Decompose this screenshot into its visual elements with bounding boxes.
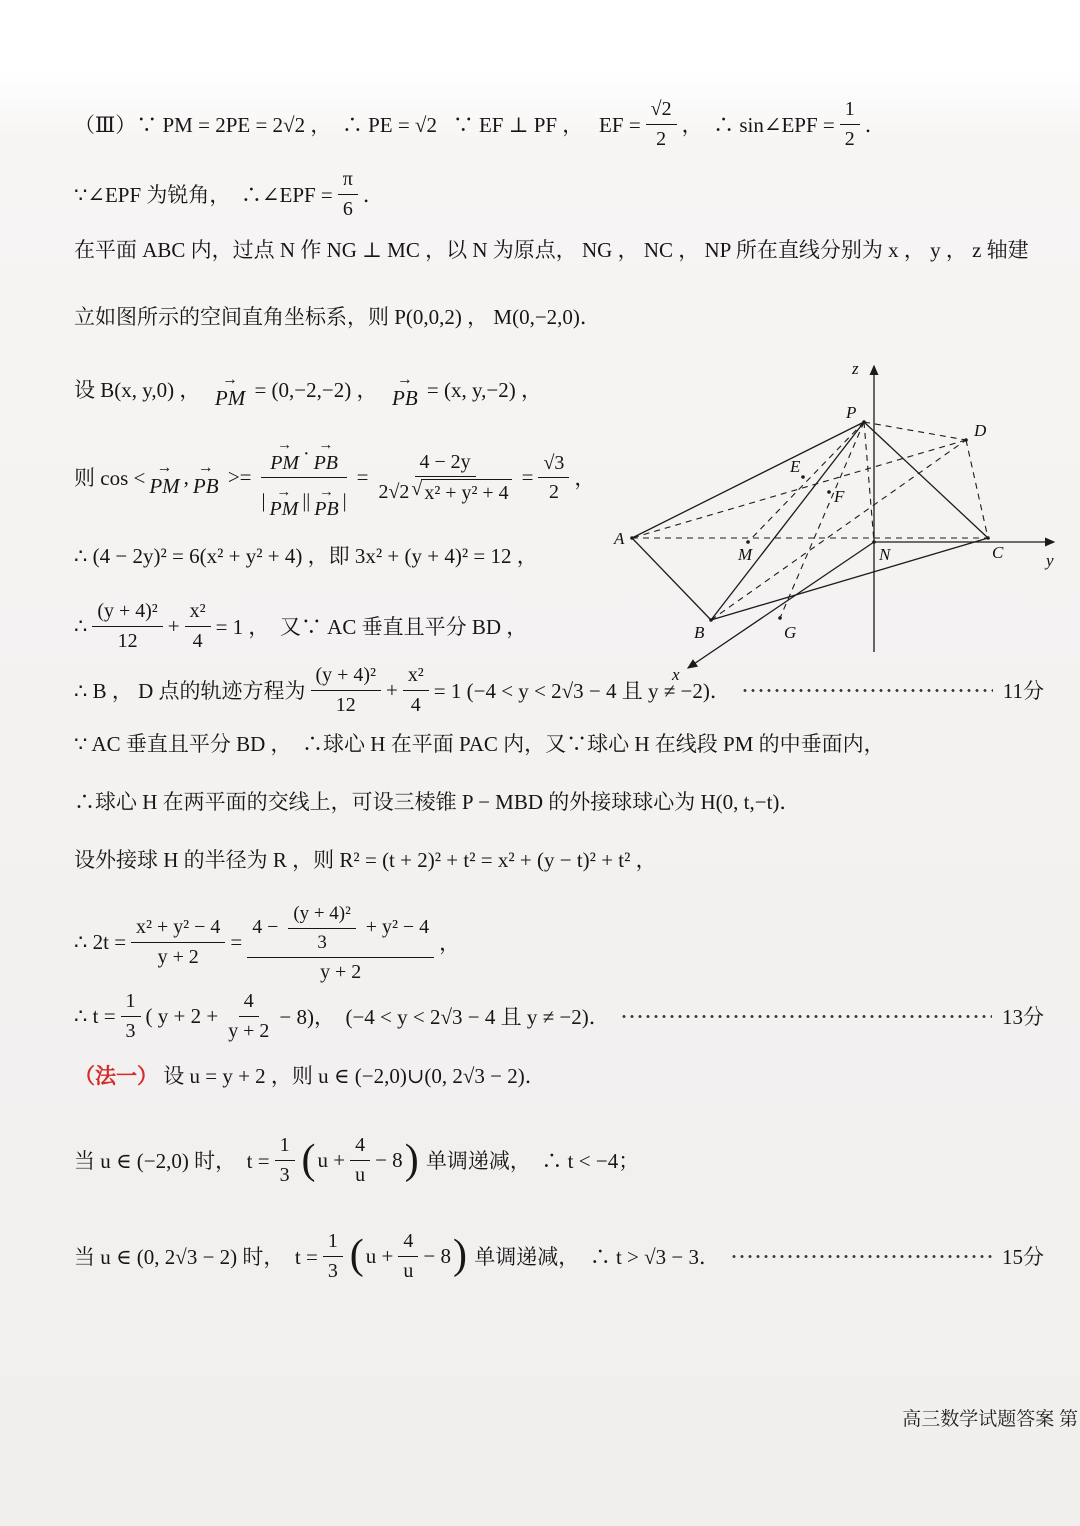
math-segment: 设 B(x, y,0) ， (74, 378, 211, 403)
axis-label-y: y (1046, 551, 1054, 570)
numerator: 1 (840, 96, 860, 125)
denominator: 3 (125, 1020, 136, 1043)
denominator: 6 (342, 197, 353, 220)
fraction (403, 662, 429, 718)
numerator: 4 − 2y (415, 449, 476, 478)
left-paren: ( (301, 1136, 316, 1183)
radicand: x² + y² + 4 (421, 479, 511, 506)
x-axis (688, 542, 874, 668)
vertex-label-M: M (738, 545, 753, 564)
fraction (538, 450, 569, 506)
denominator: 3 (279, 1164, 290, 1187)
denominator (257, 478, 352, 522)
plus-operator: + (167, 613, 180, 638)
denominator: 12 (117, 630, 138, 653)
formula-line-13 (74, 900, 1044, 984)
edge-AB (632, 538, 711, 620)
edge-BC (711, 538, 988, 620)
math-segment: （Ⅲ）∵ PM = 2PE = 2√2 ， ∴ PE = √2 ∵ EF ⊥ PF ， EF = (74, 112, 641, 137)
point-E (801, 475, 805, 479)
method-line-15 (74, 1060, 1044, 1090)
square-root (411, 479, 511, 506)
left-paren: ( (349, 1232, 364, 1279)
vector (192, 458, 219, 499)
vertex-label-N: N (879, 545, 891, 564)
numerator: (y + 4)² (92, 598, 162, 627)
numerator: x² (403, 662, 429, 691)
score-label: 13分 (1002, 1005, 1044, 1030)
math-segment: ∴ B ， D 点的轨迹方程为 (74, 679, 306, 704)
math-segment: − 8)， (−4 < y < 2√3 − 4 且 y ≠ −2)． (279, 1005, 610, 1030)
text-line-11 (74, 786, 1044, 816)
math-segment: ． (362, 182, 384, 207)
vector (270, 437, 299, 476)
compound-fraction (247, 900, 434, 984)
numerator: 4 (398, 1228, 418, 1257)
vertex-label-C: C (992, 543, 1004, 562)
vector (214, 370, 246, 411)
math-segment: u + (365, 1243, 394, 1268)
denominator: u (403, 1260, 414, 1283)
math-segment: − 8 (423, 1243, 451, 1268)
denominator: 4 (410, 694, 421, 717)
vector-arrow-icon: → (222, 370, 238, 388)
math-segment: 4 − (252, 916, 284, 939)
formula-line-17 (74, 1228, 1044, 1284)
numerator: π (338, 166, 358, 195)
fraction (131, 914, 225, 970)
fraction (646, 96, 677, 152)
dotted-leader (730, 1245, 992, 1268)
numerator: x² + y² − 4 (131, 914, 225, 943)
numerator: x² (185, 598, 211, 627)
vector (313, 437, 338, 476)
vector-name: PM (269, 498, 299, 521)
vector-product (266, 434, 342, 476)
text-segment: 在平面 ABC 内，过点 N 作 NG ⊥ MC ，以 N 为原点， NG ， NC ， NP 所在直线分别为 x ， y ， z 轴建 (74, 237, 1029, 262)
formula-line-14 (74, 988, 1044, 1044)
math-segment: = 1 (−4 < y < 2√3 − 4 且 y ≠ −2)． (433, 679, 731, 704)
fraction (185, 598, 211, 654)
denominator: 2 (656, 127, 667, 150)
fraction (338, 166, 358, 222)
vertex-label-F: F (834, 487, 845, 506)
dot-operator: · (302, 443, 310, 466)
radical-expression (379, 479, 512, 506)
math-segment: ， (574, 466, 596, 491)
math-segment: ， (439, 931, 461, 956)
math-segment: ( y + 2 + (145, 1003, 219, 1028)
math-segment: 单调递减， ∴ t > √3 − 3． (468, 1245, 720, 1270)
vector (314, 484, 339, 522)
nested-fraction (288, 901, 355, 954)
edge-PC (864, 422, 988, 538)
numerator-expression (252, 901, 429, 954)
denominator: 12 (335, 694, 356, 717)
vector-arrow-icon: → (318, 484, 334, 501)
axis-label-x: x (672, 665, 680, 684)
numerator (247, 900, 434, 957)
edge-DC-dashed (966, 440, 988, 538)
radical-sign: √ (411, 478, 423, 501)
score-label: 11分 (1002, 679, 1044, 704)
edge-PG-dashed (780, 422, 864, 618)
vector (392, 370, 418, 411)
math-segment: , (183, 464, 189, 489)
vector-name: PB (392, 385, 418, 410)
vector-name: PM (270, 451, 299, 474)
math-segment: ∴ (74, 613, 88, 638)
math-segment: + y² − 4 (360, 916, 430, 939)
math-segment: ∴ 2t = (74, 929, 127, 954)
numerator: 4 (350, 1132, 370, 1161)
math-segment: 单调递减， ∴ t < −4； (420, 1149, 640, 1174)
vector-name: PB (192, 473, 219, 498)
point-G (778, 616, 782, 620)
numerator: 1 (275, 1132, 295, 1161)
denominator: y + 2 (228, 1020, 270, 1043)
axis-label-z: z (852, 359, 859, 378)
denominator (374, 477, 517, 506)
math-segment: − 8 (375, 1147, 403, 1172)
bar: | (261, 489, 266, 512)
math-segment: = (356, 464, 369, 489)
fraction (323, 1228, 343, 1284)
vertex-label-G: G (784, 623, 797, 642)
formula-line-2 (74, 166, 1044, 222)
text-line-4 (74, 301, 1044, 331)
math-segment: ． (864, 112, 886, 137)
dotted-leader (620, 1005, 992, 1028)
right-paren: ) (404, 1136, 419, 1183)
plus-operator: + (385, 677, 398, 702)
denominator: 3 (317, 931, 327, 953)
numerator: √2 (646, 96, 677, 125)
math-segment: 当 u ∈ (−2,0) 时， t = (74, 1149, 270, 1174)
edge-PN-dashed (864, 422, 874, 542)
text-line-3 (74, 234, 1044, 264)
numerator: (y + 4)² (288, 901, 355, 929)
vector (149, 458, 180, 499)
edge-PB (711, 422, 864, 620)
fraction (374, 449, 517, 507)
point-B (709, 618, 713, 622)
math-segment: ， ∴ sin∠EPF = (681, 112, 835, 137)
edge-PD-dashed (864, 422, 966, 440)
math-segment: = (230, 929, 243, 954)
vertex-label-A: A (614, 529, 625, 548)
math-segment: 当 u ∈ (0, 2√3 − 2) 时， t = (74, 1245, 318, 1270)
point-N (872, 540, 876, 544)
numerator: (y + 4)² (311, 662, 381, 691)
vector-arrow-icon: → (318, 437, 334, 454)
edge-AP (632, 422, 864, 538)
denominator: 3 (327, 1260, 338, 1283)
vertex-label-E: E (790, 457, 801, 476)
point-C (986, 536, 990, 540)
math-segment: ∴ (4 − 2y)² = 6(x² + y² + 4) ，即 3x² + (y + 4)² = 12 ， (74, 544, 538, 569)
point-F (827, 490, 831, 494)
numerator: 4 (239, 988, 259, 1017)
math-segment: u + (317, 1147, 346, 1172)
vector-arrow-icon: → (396, 370, 413, 388)
point-M (746, 540, 750, 544)
vector-name: PM (149, 473, 180, 498)
math-segment: = 1 ， 又∵ AC 垂直且平分 BD ， (215, 615, 528, 640)
point-D (964, 438, 968, 442)
math-segment: ∵∠EPF 为锐角， ∴∠EPF = (74, 182, 333, 207)
denominator: 2 (548, 481, 559, 504)
vertex-label-D: D (974, 421, 987, 440)
formula-line-1 (74, 96, 1044, 152)
right-paren: ) (452, 1232, 467, 1279)
text-line-10 (74, 728, 1044, 758)
fraction (398, 1228, 418, 1284)
numerator: √3 (538, 450, 569, 479)
vector-name: PM (214, 385, 246, 410)
numerator: 1 (323, 1228, 343, 1257)
math-segment: ∴ t = (74, 1003, 116, 1028)
fraction (223, 988, 274, 1044)
vertex-label-P: P (846, 403, 857, 422)
fraction (92, 598, 162, 654)
solution-text (74, 96, 1044, 1284)
fraction (350, 1132, 370, 1188)
3d-coordinate-diagram (596, 350, 1064, 686)
denominator: u (355, 1164, 366, 1187)
vector-arrow-icon: → (156, 458, 173, 476)
method-label: （法一） (74, 1064, 158, 1089)
denominator: 2 (844, 127, 855, 150)
denominator: y + 2 (157, 946, 199, 969)
text-segment: ∴球心 H 在两平面的交线上，可设三棱锥 P − MBD 的外接球球心为 H(0, t,−t)． (74, 790, 801, 815)
math-segment: 则 cos < (74, 466, 146, 491)
text-segment: 立如图所示的空间直角坐标系，则 P(0,0,2) ， M(0,−2,0)． (74, 304, 601, 329)
page-footer: 高三数学试题答案 第 (902, 1409, 1078, 1430)
edge-BD-dashed (711, 440, 966, 620)
vector (269, 484, 299, 522)
formula-line-12 (74, 844, 1044, 874)
numerator (261, 433, 347, 479)
vector-name: PB (313, 451, 338, 474)
text-segment: ∵ AC 垂直且平分 BD ， ∴球心 H 在平面 PAC 内，又∵球心 H 在线段 PM 的中垂面内， (74, 732, 885, 757)
math-segment: = (521, 464, 534, 489)
math-segment: >= (222, 464, 252, 489)
math-segment: 设 u = y + 2 ，则 u ∈ (−2,0)∪(0, 2√3 − 2)． (158, 1064, 546, 1089)
vector-magnitudes (262, 480, 347, 522)
denominator: 4 (192, 630, 203, 653)
math-segment: 设外接球 H 的半径为 R ，则 R² = (t + 2)² + t² = x² + (y − t)² + t² ， (74, 848, 657, 873)
bar: || (302, 489, 311, 512)
vector-name: PB (314, 498, 339, 521)
fraction (257, 433, 352, 523)
point-A (630, 536, 634, 540)
denominator: y + 2 (320, 960, 362, 983)
vector-arrow-icon: → (277, 437, 293, 454)
vertex-label-B: B (694, 623, 705, 642)
point-P (862, 420, 866, 424)
fraction (840, 96, 860, 152)
numerator: 1 (121, 988, 141, 1017)
vector-arrow-icon: → (197, 458, 214, 476)
coefficient: 2√2 (378, 481, 410, 504)
fraction (311, 662, 381, 718)
fraction (275, 1132, 295, 1188)
fraction (121, 988, 141, 1044)
formula-line-16 (74, 1132, 1044, 1188)
math-segment: = (0,−2,−2) ， (249, 378, 388, 403)
math-segment: = (x, y,−2) ， (421, 378, 542, 403)
bar: | (342, 489, 347, 512)
vector-arrow-icon: → (276, 484, 292, 501)
score-label: 15分 (1002, 1245, 1044, 1270)
